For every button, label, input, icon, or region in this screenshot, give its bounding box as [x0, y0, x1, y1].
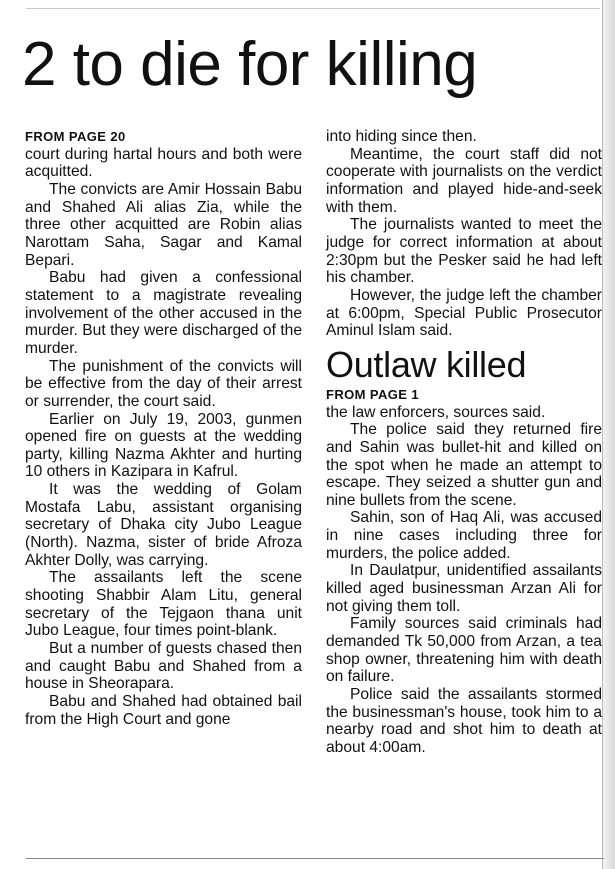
left-column — [25, 128, 302, 728]
article-paragraph: Family sources said criminals had demanded Tk 50,000 from Arzan, a tea shop owner, threatening him with death on failure. — [326, 615, 602, 686]
article-paragraph: into hiding since then. — [326, 128, 477, 145]
article-paragraph: the law enforcers, sources said. — [326, 403, 546, 421]
bottom-rule — [26, 858, 604, 859]
sub-headline: Outlaw killed — [326, 343, 527, 385]
article-paragraph: Sahin, son of Haq Ali, was accused in nine cases including three for murders, the police added. — [326, 509, 602, 562]
article-paragraph: Babu had given a confessional statement to a magistrate revealing involvement of the other accused in the murder. But they were discharged of the murder. — [25, 269, 302, 357]
continuation-kicker: FROM PAGE 1 — [326, 386, 420, 402]
continuation-kicker: FROM PAGE 20 — [25, 129, 126, 144]
article-paragraph: But a number of guests chased then and caught Babu and Shahed from a house in Sheorapara. — [25, 640, 302, 693]
article-paragraph: The convicts are Amir Hossain Babu and Shahed Ali alias Zia, while the three other acquitted are Robin alias Narottam Saha, Sagar and Kamal Bepari. — [25, 180, 302, 269]
article-paragraph: Police said the assailants stormed the businessman's house, took him to a nearby road and shot him to death at about 4:00am. — [326, 686, 602, 756]
article-paragraph: Babu and Shahed had obtained bail from the High Court and gone — [25, 693, 302, 728]
top-rule — [26, 8, 600, 9]
main-headline: 2 to die for killing — [22, 30, 478, 99]
article-paragraph: It was the wedding of Golam Mostafa Labu, assistant organising secretary of Dhaka city Jubo League (North). Nazma, sister of bride Afroza Akhter Dolly, was carrying. — [25, 481, 302, 569]
article-paragraph: court during hartal hours and both were acquitted. — [25, 145, 302, 181]
article-paragraph: The police said they returned fire and Sahin was bullet-hit and killed on the spot when he made an attempt to escape. They seized a shutter gun and nine bullets from the scene. — [326, 421, 602, 509]
article-paragraph: In Daulatpur, unidentified assailants killed aged businessman Arzan Ali for not giving them toll. — [326, 562, 602, 615]
article-paragraph: Earlier on July 19, 2003, gunmen opened fire on guests at the wedding party, killing Nazma Akhter and hurting 10 others in Kazipara in Kafrul. — [25, 410, 302, 481]
right-column — [326, 128, 602, 757]
article-paragraph: The journalists wanted to meet the judge for correct information at about 2:30pm but the Pesker said he had left his chamber. — [326, 216, 602, 287]
article-paragraph: The punishment of the convicts will be effective from the day of their arrest or surrender, the court said. — [25, 357, 302, 410]
article-paragraph: The assailants left the scene shooting Shabbir Alam Litu, general secretary of the Tejgaon thana unit Jubo League, four times point-blank. — [25, 569, 302, 640]
article-paragraph: However, the judge left the chamber at 6:00pm, Special Public Prosecutor Aminul Islam said. — [326, 286, 602, 340]
page-edge — [602, 0, 615, 869]
article-paragraph: Meantime, the court staff did not cooperate with journalists on the verdict information and played hide-and-seek with them. — [326, 145, 602, 216]
